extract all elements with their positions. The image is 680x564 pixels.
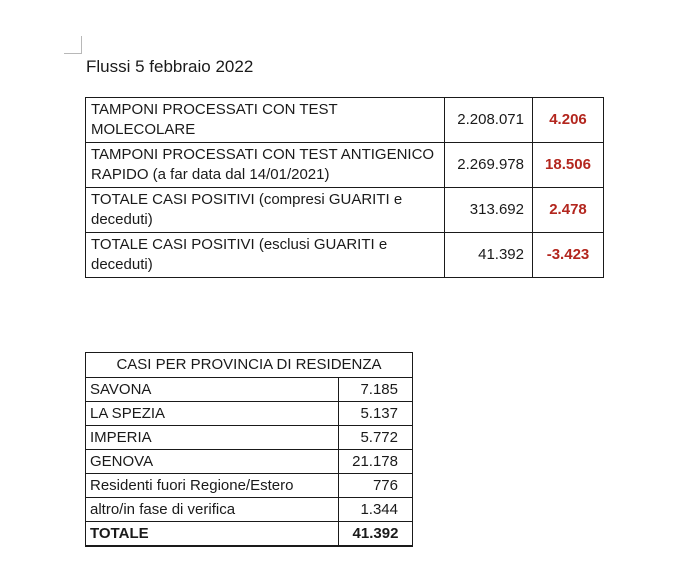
province-name: Residenti fuori Regione/Estero [86, 474, 339, 498]
province-table [85, 352, 413, 547]
province-name: LA SPEZIA [86, 402, 339, 426]
table-row [86, 474, 413, 498]
table-row [86, 498, 413, 522]
total-label: TOTALE [86, 522, 339, 547]
page-corner-mark [64, 36, 82, 54]
flow-delta: 4.206 [533, 98, 604, 143]
flow-label: TOTALE CASI POSITIVI (compresi GUARITI e deceduti) [86, 188, 445, 233]
province-value: 5.137 [339, 402, 413, 426]
table-total-row [86, 522, 413, 547]
province-value: 7.185 [339, 378, 413, 402]
table-row [86, 188, 604, 233]
province-value: 776 [339, 474, 413, 498]
table-row [86, 426, 413, 450]
province-value: 1.344 [339, 498, 413, 522]
province-name: SAVONA [86, 378, 339, 402]
province-name: GENOVA [86, 450, 339, 474]
table-row [86, 98, 604, 143]
flow-label: TAMPONI PROCESSATI CON TEST ANTIGENICO RAPIDO (a far data dal 14/01/2021) [86, 143, 445, 188]
province-table-header: CASI PER PROVINCIA DI RESIDENZA [86, 353, 413, 378]
flows-table [85, 97, 604, 278]
flow-total: 313.692 [445, 188, 533, 233]
table-row [86, 233, 604, 278]
flow-label: TOTALE CASI POSITIVI (esclusi GUARITI e deceduti) [86, 233, 445, 278]
total-value: 41.392 [339, 522, 413, 547]
table-row [86, 402, 413, 426]
flow-total: 41.392 [445, 233, 533, 278]
page-title: Flussi 5 febbraio 2022 [86, 57, 254, 76]
province-name: altro/in fase di verifica [86, 498, 339, 522]
province-value: 5.772 [339, 426, 413, 450]
flow-total: 2.208.071 [445, 98, 533, 143]
flow-total: 2.269.978 [445, 143, 533, 188]
province-value: 21.178 [339, 450, 413, 474]
flow-label: TAMPONI PROCESSATI CON TEST MOLECOLARE [86, 98, 445, 143]
flow-delta: 2.478 [533, 188, 604, 233]
table-row [86, 143, 604, 188]
table-row [86, 378, 413, 402]
flow-delta: -3.423 [533, 233, 604, 278]
table-header-row [86, 353, 413, 378]
table-row [86, 450, 413, 474]
flow-delta: 18.506 [533, 143, 604, 188]
province-name: IMPERIA [86, 426, 339, 450]
